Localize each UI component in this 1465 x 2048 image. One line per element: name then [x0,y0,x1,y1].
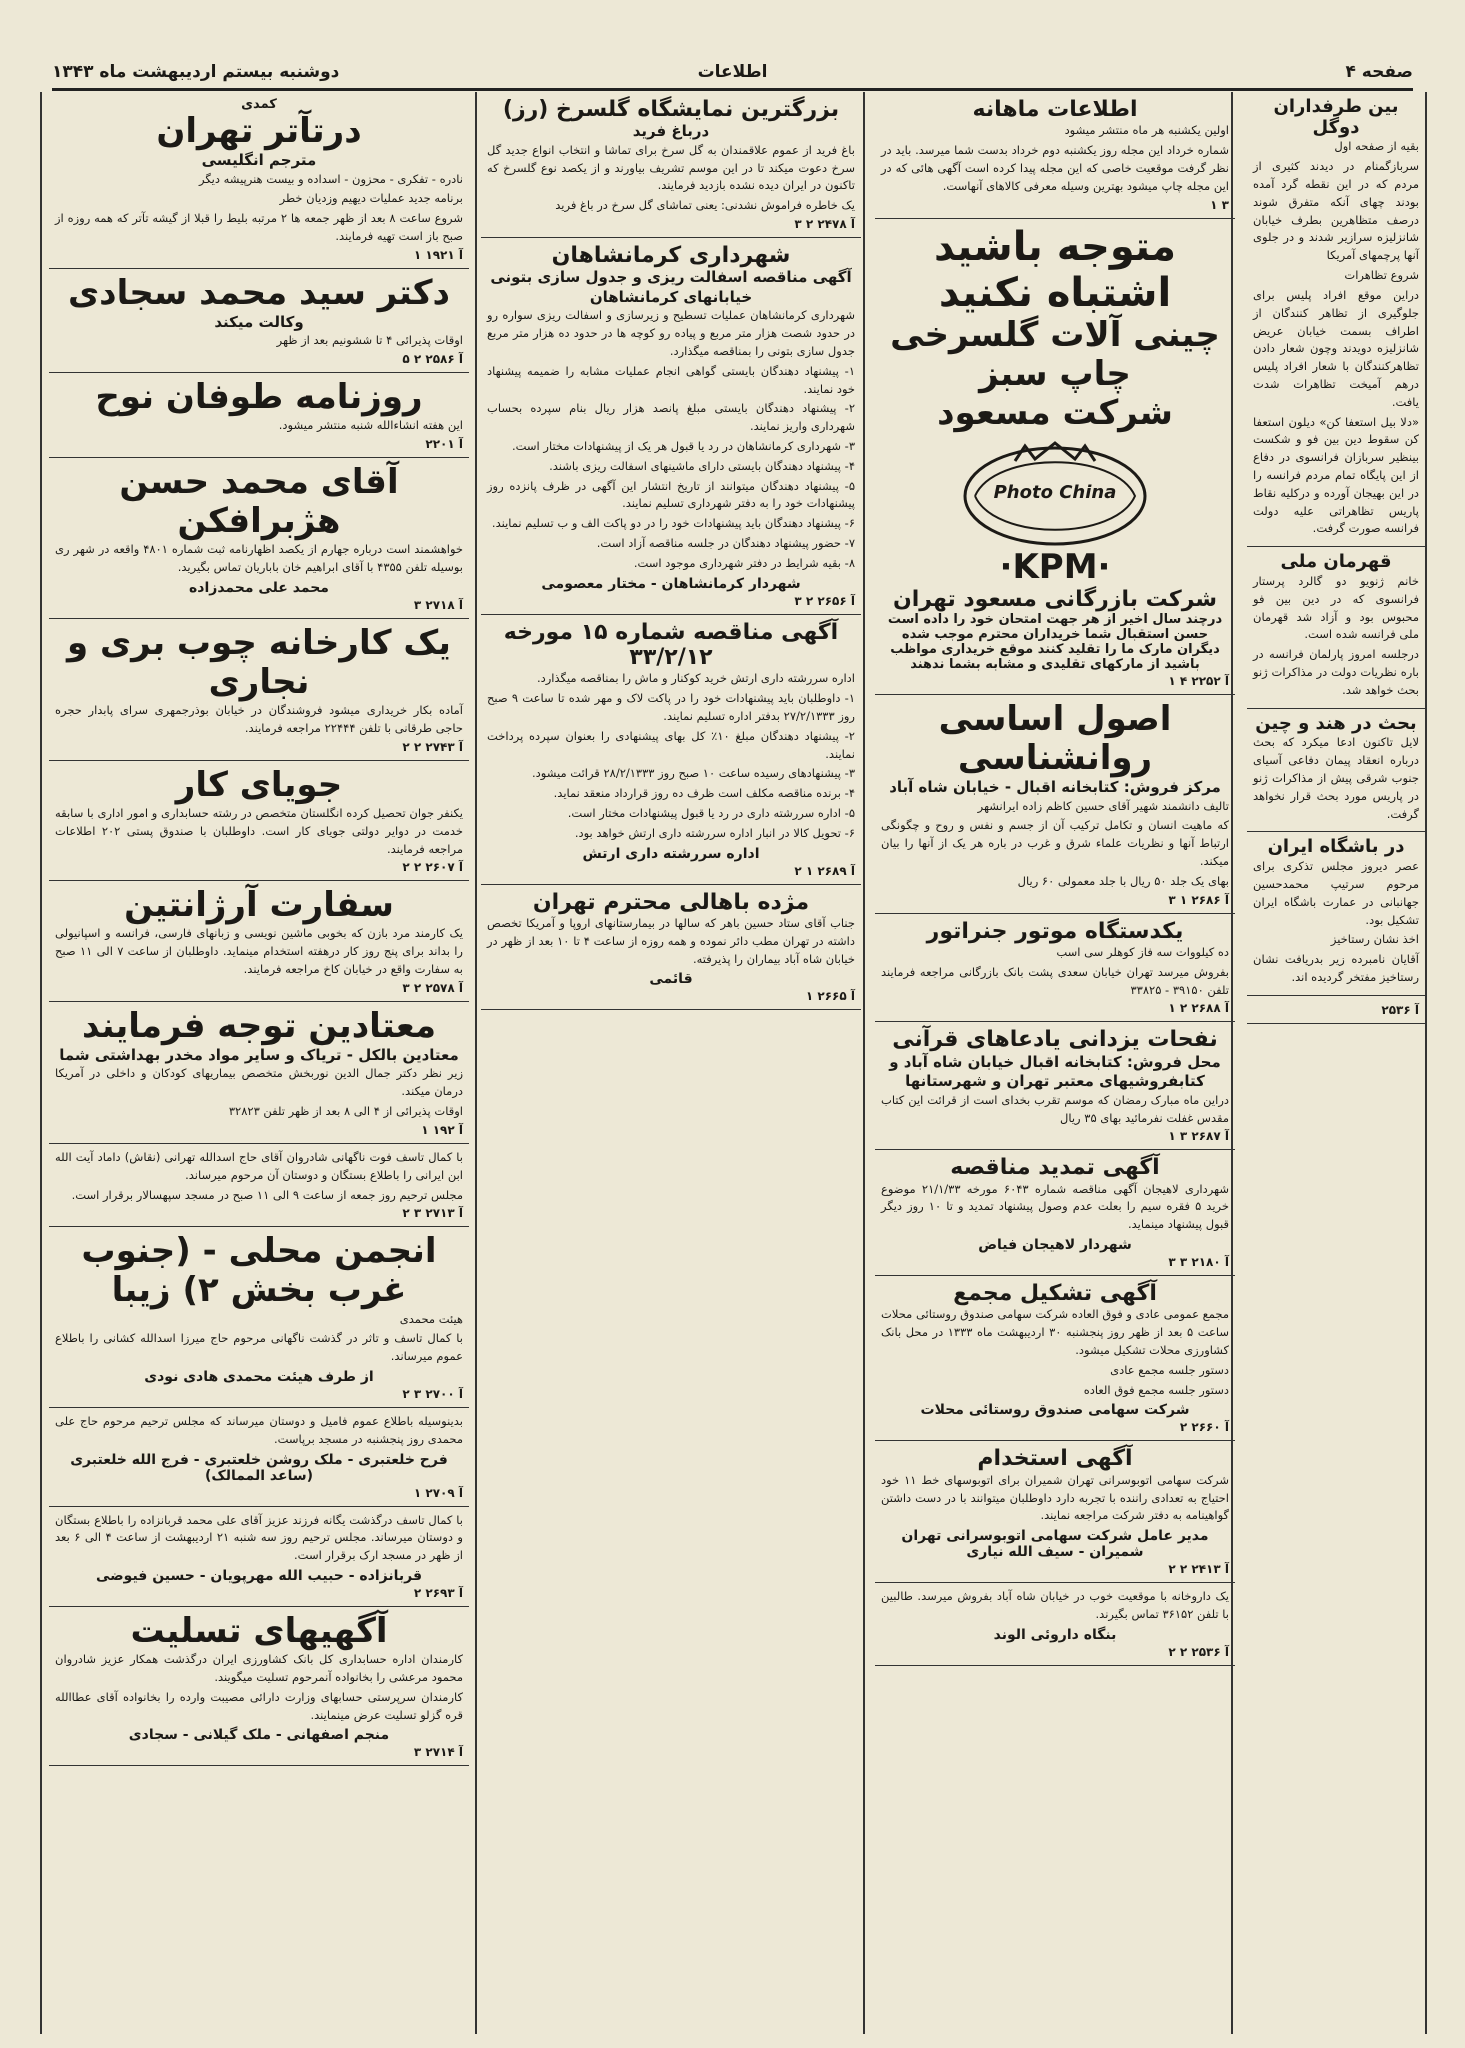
column-rule [475,92,477,2034]
ref-code: آ ۲۴۷۸ ۲ ۳ [794,217,855,232]
ad-block [49,1144,469,1227]
block-title: جویای کار [175,764,343,805]
block-title: آگهی مناقصه شماره ۱۵ مورخه ۳۳/۲/۱۲ [503,619,839,671]
signature: منجم اصفهانی - ملک گیلانی - سجادی [128,1727,390,1744]
block-text [881,944,1229,999]
ad-reference [55,740,463,754]
ref-code: آ ۲۷۰۰ ۳ ۲ [402,1386,463,1401]
ad-reference [487,864,855,878]
ref-code: آ ۲۶۶۰ ۲ [1179,1420,1229,1435]
block-title: آگهیهای تسلیت [130,1611,388,1651]
hero-block [875,219,1235,695]
block-title: قهرمان ملی [1280,551,1392,573]
signature: اداره سررشته داری ارتش [582,845,760,862]
ad-block [49,1002,469,1144]
ad-block [49,1408,469,1507]
text-line: کارمندان اداره حسابداری کل بانک کشاورزی ایران درگذشت همکار عزیز شادروان محمود مرعشی را بخانواده آنمرحوم تسلیت میگویند. [55,1652,463,1684]
ad-reference [881,1645,1229,1659]
ad-reference [881,1562,1229,1576]
ref-code: آ ۲۶۵۶ ۲ ۳ [794,593,855,608]
ref-code: آ ۲۶۹۳ ۲ [413,1586,463,1600]
brand-mark: ·KPM· [999,546,1111,587]
block-title: مژده باهالی محترم تهران [532,889,810,915]
text-line: آماده بکار خریداری میشود فروشندگان در خیابان بوذرجمهری سرای پابدار حجره حاجی طرقانی با تلفن ۲۲۴۴۴ مراجعه فرمایند. [55,703,463,735]
masthead [52,58,1413,91]
block-subtitle: مترجم انگلیسی [201,151,317,170]
block-title: اطلاعات ماهانه [972,97,1138,122]
ref-code: آ ۲۷۱۳ ۳ ۲ [402,1206,463,1221]
text-line: دراین ماه مبارک رمضان که موسم تقرب بخدای است از قرائت این کتاب مقدس غفلت نفرمائید بهای ۳۵ ریال [881,1092,1229,1125]
header-block [875,92,1235,219]
text-line: اوقات پذیرائی ۴ تا ششونیم بعد از ظهر [276,333,463,348]
ref-code: آ ۲۵۳۶ [1381,1002,1419,1017]
text-line: این هفته انشاءالله شنبه منتشر میشود. [278,418,463,433]
text-line: که ماهیت انسان و تکامل ترکیب آن از جسم و نفس و روح و چگونگی ارتباط آنها و نظریات علماء شرق و غرب در باره هر یک از آنها را بیان میکند. [881,818,1229,869]
block-title: در باشگاه ایران [1267,836,1405,858]
text-line: دستور جلسه مجمع فوق العاده [1083,1382,1229,1397]
ref-code: آ ۲۶۸۹ ۱ ۲ [794,863,855,878]
signature: قائمی [649,971,693,988]
text-line: ۱- پیشنهاد دهندگان بایستی گواهی انجام عملیات مشابه را ضمیمه پیشنهاد خود نمایند. [487,363,855,396]
note-label: کمدی [241,97,277,112]
block-subtitle: معتادین بالکل - تریاک و سایر مواد مخدر بهداشتی شما [59,1045,459,1064]
text-line: ۲- پیشنهاد دهندگان مبلغ ۱۰٪ کل بهای پیشنهادی را بعنوان سپرده پرداخت نمایند. [487,728,855,761]
block-text [55,1413,463,1449]
block-text [55,925,463,978]
ad-reference [55,248,463,262]
text-line: خانم ژنویو دو گالرد پرستار فرانسوی که در دین بین فو محبوس بود و آزاد شد قهرمان ملی فرانسه شده است. [1253,573,1419,642]
ad-reference [55,1206,463,1220]
text-line: دراین موقع افراد پلیس برای جلوگیری از تظاهر کنندگان از اطراف بسمت خیابان عریض شانزلیزه دویدند وچون شعار دادن تظاهرکنندگان با شعار افراد پلیس درهم آمیخت تظاهرات شدت یافت. [1253,287,1419,409]
ad-block [49,1507,469,1607]
block-text [881,1306,1229,1399]
text-line: با کمال تاسف درگذشت یگانه فرزند عزیز آقای علی محمد قربانزاده را باطلاع بستگان و دوستان میرساند. مجلس ترحیم روز سه شنبه ۲۱ اردیبهشت از ساعت ۴ الی ۶ بعد از ظهر در مسجد ارک برقرار است. [55,1512,463,1563]
column-4 [49,92,469,2034]
block-subtitle: مرکز فروش: کتابخانه اقبال - خیابان شاه آباد [889,778,1221,797]
ad-block [481,885,861,1011]
block-title: یکدستگاه موتور جنراتور [926,918,1184,944]
ad-block [875,914,1235,1023]
ad-block [875,1441,1235,1583]
text-line: شروع تظاهرات [1344,268,1419,283]
block-title: دکتر سید محمد سجادی [67,272,451,313]
block-title: آگهی تمدید مناقصه [950,1155,1160,1181]
body-line: درچند سال اخیر از هر جهت امتحان خود را داده است حسن استقبال شما خریداران محترم موجب شده دیگران مارک ما را تقلید کنند موقع خریداری مواظب باشید از مارکهای تقلیدی و مشابه بشما ندهند [887,611,1223,672]
text-line: زیر نظر دکتر جمال الدین نوربخش متخصص بیماریهای کودکان و داخلی در آمریکا درمان میکند. [55,1066,463,1099]
ad-reference [55,437,463,451]
block-title: بین طرفداران دوگل [1273,96,1399,138]
company-name: شرکت بازرگانی مسعود تهران [892,586,1218,612]
logo-text: Photo China [993,481,1117,503]
text-line: ۴- برنده مناقصه مکلف است ظرف ده روز قرارداد منعقد نماید. [553,786,855,801]
block-title: آقای محمد حسن هژبرافکن [119,462,399,542]
text-line: اخذ نشان رستاخیز [1330,932,1419,947]
book-block [875,695,1235,914]
block-title: روزنامه طوفان نوح [95,377,423,418]
text-line: بقیه از صفحه اول [1334,139,1419,154]
ref-code: آ ۲۴۱۳ ۲ ۲ [1168,1562,1229,1577]
article-block [1247,547,1425,708]
text-line: اولین یکشنبه هر ماه منتشر میشود [1064,123,1229,138]
ad-reference [55,1586,463,1600]
text-line: یکنفر جوان تحصیل کرده انگلستان متخصص در رشته حسابداری و امور اداری با سابقه خدمت در دوایر دولتی جویای کار است. داوطلبان با صندوق پستی ۲۰۲ اطلاعات مراجعه فرمایند. [55,805,463,856]
ad-reference [55,1745,463,1759]
ad-reference [881,1255,1229,1269]
article-block [1247,92,1425,547]
text-line: شماره خرداد این مجله روز یکشنبه دوم خرداد بدست شما میرسد. باید در نظر گرفت موقعیت خاصی که این مجله پیدا کرده است آگهی هائی که در این مجله چاپ میشود بهترین وسیله معرفی کالاهای آنهاست. [881,143,1229,193]
text-line: عصر دیروز مجلس تذکری برای مرحوم سرتیپ محمدحسین جهانبانی در عمارت باشگاه ایران تشکیل بود. [1253,859,1419,927]
ref-code: آ ۱۹۲ ۱ [421,1122,463,1137]
ref-code: آ ۲۷۱۸ ۳ [413,597,463,612]
header-block [49,269,469,373]
text-line: تالیف دانشمند شهیر آقای حسین کاظم زاده ایرانشهر [977,798,1229,813]
text-line: یک داروخانه با موقعیت خوب در خیابان شاه آباد بفروش میرسد. طالبین با تلفن ۳۶۱۵۲ تماس بگیرند. [881,1589,1229,1621]
signature: شهردار کرمانشاهان - مختار معصومی [541,575,801,592]
ad-block [875,1583,1235,1666]
text-line: ۷- حضور پیشنهاد دهندگان در جلسه مناقصه آزاد است. [596,536,855,551]
ref-code: آ ۲۷۰۹ ۱ [413,1485,463,1500]
ad-reference [1253,1003,1419,1017]
block-text [55,332,463,350]
text-line: کارمندان سرپرستی حسابهای وزارت دارائی مصیبت وارده را بخانواده آقای عطاالله قره گزلو تسلیت عرض مینمایند. [55,1689,463,1722]
text-line: باغ فرید از عموم علاقمندان به گل سرخ برای تماشا و انتخاب انواع جدید گل سرخ دعوت میکند تا در این موسم تشریف بیاورند و از یکصد نوع گلسرخ که تاکنون در ایران دیده نشده بازدید فرمایند. [487,142,855,193]
text-line: ده کیلووات سه فاز کوهلر سی اسب [1056,944,1229,959]
column-1 [1247,92,1425,2034]
text-line: بفروش میرسد تهران خیابان سعدی پشت بانک بازرگانی مراجعه فرمایند تلفن ۳۹۱۵۰ - ۳۳۸۲۵ [881,964,1229,997]
column-3 [481,92,861,2034]
signature: مدیر عامل شرکت سهامی اتوبوسرانی تهران شمیران - سیف الله نیاری [901,1528,1209,1561]
signature: قربانزاده - حبیب الله مهرپویان - حسین فیوضی [95,1568,423,1584]
ad-block [875,1276,1235,1441]
block-text [881,122,1229,195]
block-text [55,417,463,435]
legal-block [481,238,861,615]
block-text [1253,573,1419,700]
ad-reference [55,860,463,874]
block-text [55,702,463,738]
ref-code: آ ۲۶۸۸ ۲ ۱ [1168,1001,1229,1016]
block-text [487,307,855,572]
ad-block [875,1022,1235,1150]
ad-block [875,1150,1235,1276]
header-block [49,92,469,269]
block-text [881,1092,1229,1128]
text-line: شهرداری لاهیجان آگهی مناقصه شماره ۶۰۴۳ مورخه ۲۱/۱/۳۳ موضوع خرید ۵ فقره سیم را بعلت عدم وصول پیشنهاد تمدید و تا ۱۰ روز دیگر قبول پیشنهاد مینماید. [881,1181,1229,1232]
block-text [1253,858,1419,987]
text-line: ۴- پیشنهاد دهندگان بایستی دارای ماشینهای اسفالت ریزی باشند. [549,458,855,473]
text-line: هیئت محمدی [399,1311,463,1326]
block-subtitle: درباغ فرید [632,122,710,141]
hero-title-3: شرکت مسعود [937,392,1173,433]
block-text [881,1181,1229,1234]
ref-code: آ ۲۶۶۵ ۱ [805,989,855,1004]
ref-code: آ ۲۶۰۷ ۲ ۲ [402,860,463,875]
text-line: شروع ساعت ۸ بعد از ظهر جمعه ها ۲ مرتبه بلیط را قبلا از گیشه تآتر که همه روزه از صبح باز است تهیه فرمایند. [55,211,463,244]
ad-reference [55,598,463,612]
text-line: آقایان نامبرده زیر بدریافت نشان رستاخیز مفتخر گردیده اند. [1253,952,1419,984]
block-text [55,541,463,577]
text-line: مجلس ترحیم روز جمعه از ساعت ۹ الی ۱۱ صبح در مسجد سپهسالار برقرار است. [71,1187,463,1202]
block-title: آگهی تشکیل مجمع [953,1281,1157,1307]
ad-block [49,619,469,761]
block-text [55,1065,463,1120]
legal-block [481,615,861,885]
block-title: اصول اساسی روانشناسی [938,698,1172,778]
block-text [55,1512,463,1565]
text-line: ۶- پیشنهاد دهندگان باید پیشنهادات خود را در دو پاکت الف و ب تسلیم نمایند. [491,516,855,531]
block-title: شهرداری کرمانشاهان [551,243,791,269]
block-subtitle: آگهی مناقصه اسفالت ریزی و جدول سازی بتونی خیابانهای کرمانشاهان [490,268,852,306]
text-line: جناب آقای ستاد حسین باهر که سالها در بیمارستانهای اروپا و آمریکا تخصص داشته در تهران مطب دائر نموده و همه روزه از ساعت ۴ تا ۱۰ بعد از ظهر در خیابان شاه آباد بیماران را پذیرفته. [487,915,855,966]
block-text [55,171,463,246]
header-block [481,92,861,238]
text-line: مجمع عمومی عادی و فوق العاده شرکت سهامی صندوق روستائی محلات ساعت ۵ بعد از ظهر روز پنجشنبه ۳۰ اردیبهشت ماه ۱۳۳۳ در محل بانک کشاورزی محلات تشکیل میشود. [881,1307,1229,1357]
text-line: سربازگمنام در دیدند کثیری از مردم که در این نقطه گرد آمده بودند چهای آنکه متفرق شوند درصف متظاهرین بطرف خیابان شانزلیزه سرازیر شدند و در جلوی آنها پرچمهای آمریکا [1253,159,1419,263]
block-title: آگهی استخدام [977,1446,1133,1472]
signature: محمد علی محمدزاده [189,579,329,596]
text-line: یک کارمند مرد بازن که بخوبی ماشین نویسی و زبانهای فارسی، فرانسه و اسپانیولی را بداند برای پنج روز کار درهفته استخدام مینماید. داوطلبان از ساعت ۷ الی ۱۱ صبح به سفارت واقع در خیابان کاخ مراجعه فرمایند. [55,926,463,977]
column-rule [1425,92,1427,2034]
block-text [487,670,855,842]
ad-block [49,1227,469,1408]
column-rule [40,92,42,2034]
block-text [881,798,1229,891]
text-line: ۲- پیشنهاد دهندگان بایستی مبلغ پانصد هزار ریال بنام سپرده بحساب شهرداری واریز نمایند. [487,401,855,434]
ad-reference [55,352,463,366]
ad-block [49,373,469,458]
ref-code: آ ۲۷۴۳ ۲ ۲ [402,739,463,754]
text-line: یک خاطره فراموش نشدنی: یعنی تماشای گل سرخ در باغ فرید [555,198,855,213]
block-text [55,1651,463,1724]
text-line: ۵- اداره سررشته داری در رد یا قبول پیشنهادات مختار است. [567,806,855,820]
hero-title: متوجه باشید اشتباه نکنید [934,223,1176,316]
block-text [1253,734,1419,823]
ref-code: آ ۲۷۱۴ ۳ [413,1745,463,1760]
ad-block [49,458,469,619]
text-line: بدینوسیله باطلاع عموم فامیل و دوستان میرساند که مجلس ترحیم مرحوم حاج علی محمدی روز پنجشنبه در مسجد برپاست. [55,1413,463,1446]
block-text [1253,138,1419,538]
block-title: سفارت آرژانتین [124,885,394,926]
text-line: اوقات پذیرائی از ۴ الی ۸ بعد از ظهر تلفن ۳۲۸۲۳ [228,1104,463,1119]
signature: شهردار لاهیجان فیاض [978,1237,1132,1254]
ref-code: ۳ ۱ [1210,197,1229,212]
signature: فرح خلعتبری - ملک روشن خلعتبری - فرج الله خلعتبری (ساعد الممالک) [70,1451,448,1484]
ad-reference [881,674,1229,688]
ad-reference [881,1001,1229,1015]
article-block [1247,709,1425,833]
text-line: اداره سررشته داری ارتش خرید کوکنار و ماش را بمناقصه میگذارد. [536,671,855,686]
block-title: درتآتر تهران [156,111,362,151]
text-line: «دلا بیل استعفا کن» دیلون استعفا کن سقوط دین بین فو و شکست بینظیر سربازان فرانسوی در دفاع از این پایگاه تمام مردم فرانسه را در این بهیجان آورده و درکلیه نقاط پاریس تظاهراتی علیه دولت فرانسه صورت گرفت. [1253,414,1419,536]
text-line: بهای یک جلد ۵۰ ریال با جلد معمولی ۶۰ ریال [1017,873,1229,888]
ref-code: آ ۱۹۲۱ ۱ [413,247,463,262]
column-rule [863,92,865,2034]
column-2 [875,92,1235,2034]
block-text [55,805,463,858]
ad-block [49,1607,469,1766]
text-line: نادره - تفکری - محزون - اسداده و بیست هنرپیشه دیگر [198,171,463,186]
block-title: بزرگترین نمایشگاه گلسرخ (رز) [502,97,840,122]
signature: بنگاه داروئی الوند [993,1626,1117,1643]
paper-name: اطلاعات [697,62,768,82]
ref-code: آ ۲۲۰۱ [425,437,463,452]
block-title: بحث در هند و چین [1255,712,1417,734]
text-line: شرکت سهامی اتوبوسرانی تهران شمیران برای اتوبوسهای خط ۱۱ خود احتیاج به تعدادی راننده با تجربه دارد داوطلبان میتوانند با در دست داشتن گواهینامه به دفتر شرکت مراجعه نمایند. [881,1472,1229,1523]
block-title: نفحات یزدانی یادعاهای قرآنی [892,1027,1218,1053]
text-line: برنامه جدید عملیات دیهیم وزدیان خطر [279,191,463,206]
ad-reference [487,989,855,1003]
ref-code: آ ۲۵۸۶ ۲ ۵ [402,352,463,367]
ref-code: آ ۲۲۵۲ ۴ ۱ [1168,673,1229,688]
block-text [881,1472,1229,1525]
issue-date: دوشنبه بیستم اردیبهشت ماه ۱۳۴۳ [52,62,340,82]
text-line: ۳- شهرداری کرمانشاهان در رد یا قبول هر یک از پیشنهادات مختار است. [511,439,855,454]
text-line: شهرداری کرمانشاهان عملیات تسطیح و زیرسازی و اسفالت ریزی سواره رو در حدود شصت هزار متر مربع و پیاده رو کوچه ها در حدود ده هزار متر مربع جدول سازی بتونی را بمناقصه میگذارد. [487,308,855,358]
signature: شرکت سهامی صندوق روستائی محلات [920,1402,1190,1419]
block-text [55,1311,463,1366]
ref-code: آ ۲۱۸۰ ۳ ۳ [1168,1255,1229,1270]
ad-reference [55,1486,463,1500]
ref-code: آ ۲۶۸۶ ۱ ۳ [1168,892,1229,907]
ad-reference [55,1123,463,1137]
block-text [55,1149,463,1204]
page-number: صفحه ۴ [1345,62,1413,82]
text-line: ۵- پیشنهاد دهندگان میتوانند از تاریخ انتشار این آگهی در ظرف پانزده روز پیشنهادات خود را به دفتر شهرداری تسلیم نمایند. [487,478,855,511]
signature: از طرف هیئت محمدی هادی نودی [144,1368,374,1385]
ref-code: آ ۲۶۸۷ ۳ ۱ [1168,1129,1229,1144]
block-text [487,915,855,968]
block-text [487,142,855,215]
block-title: معتادین توجه فرمایند [81,1005,437,1046]
text-line: با کمال تاسف و تاثر در گذشت ناگهانی مرحوم حاج میرزا اسدالله کشانی را باطلاع عموم میرساند. [55,1331,463,1364]
ad-reference [487,217,855,231]
text-line: ۱- داوطلبان باید پیشنهادات خود را در پاکت لاک و مهر شده تا ساعت ۹ صبح روز ۲۷/۲/۱۳۳۳ بدفتر اداره تسلیم نمایند. [487,691,855,723]
ref-code: آ ۲۵۳۶ ۲ ۲ [1168,1644,1229,1659]
ad-reference [55,1387,463,1401]
text-line: درجلسه امروز پارلمان فرانسه در باره نظریات دولت در مذاکرات ژنو بحث خواهد شد. [1253,647,1419,697]
ad-block [1247,996,1425,1024]
block-text [881,1588,1229,1624]
ad-reference [881,1129,1229,1143]
text-line: ۸- بقیه شرایط در دفتر شهرداری موجود است. [633,555,855,570]
ad-block [49,761,469,882]
article-block [1247,832,1425,995]
block-subtitle: وکالت میکند [214,312,304,331]
ad-reference [881,1420,1229,1434]
text-line: با کمال تاسف فوت ناگهانی شادروان آقای حاج اسدالله تهرانی (نقاش) داماد آیت الله ابن ایرانی را باطلاع بستگان و دوستان آن مرحوم میرساند. [55,1149,463,1182]
text-line: دستور جلسه مجمع عادی [1110,1362,1229,1377]
block-subtitle: محل فروش: کتابخانه اقبال خیابان شاه آباد و کتابفروشیهای معتبر تهران و شهرستانها [889,1052,1221,1091]
block-title: انجمن محلی - (جنوب غرب بخش ۲) زیبا [81,1231,437,1311]
ad-reference [881,893,1229,907]
ad-block [49,881,469,1002]
text-line: خواهشمند است درباره جهارم از یکصد اظهارنامه ثبت شماره ۴۸۰۱ واقعه در شهر ری بوسیله تلفن ۴۳۵۵ با آقای ابراهیم خان باباریان تماس بگیرید. [55,542,464,575]
ad-reference [55,981,463,995]
block-title: یک کارخانه چوب بری و نجاری [67,622,451,703]
text-line: ۶- تحویل کالا در انبار اداره سررشته داری ارتش خواهد بود. [574,825,855,840]
text-line: ۳- پیشنهادهای رسیده ساعت ۱۰ صبح روز ۲۸/۲/۱۳۳۳ قرائت میشود. [532,766,855,781]
ad-reference [487,594,855,608]
text-line: لایل تاکنون ادعا میکرد که بحث درباره انعقاد پیمان دفاعی آسیای جنوب شرقی پیش از مذاکرات ژنو در پاریس مورد بحث قرار نخواهد گرفت. [1253,735,1419,821]
ref-code: آ ۲۵۷۸ ۲ ۳ [402,980,463,995]
ad-reference [881,198,1229,212]
hero-title-2: چینی آلات گلسرخی چاپ سبز [890,314,1220,394]
